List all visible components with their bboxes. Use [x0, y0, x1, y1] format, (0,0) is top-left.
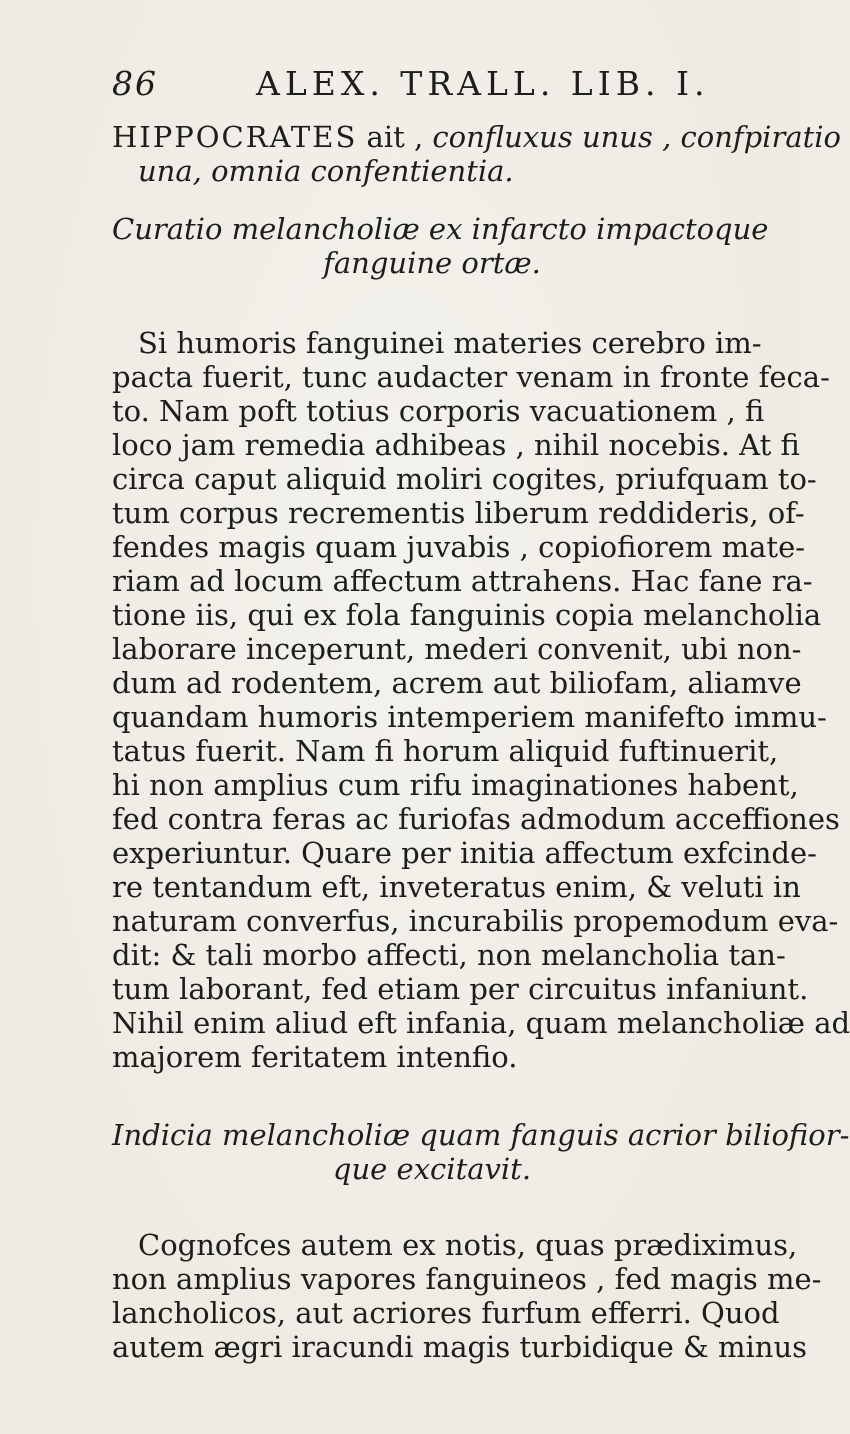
- paragraph-line: Cognofces autem ex notis, quas prædiximus,: [138, 1228, 798, 1262]
- paragraph-line: tione iis, qui ex fola fanguinis copia melancholia: [112, 598, 822, 632]
- running-title: ALEX. TRALL. LIB. I.: [256, 64, 710, 103]
- paragraph-line: tatus fuerit. Nam fi horum aliquid fuftinuerit,: [112, 734, 779, 768]
- paragraph-line: hi non amplius cum rifu imaginationes habent,: [112, 768, 799, 802]
- paragraph-line: autem ægri iracundi magis turbidique & minus: [112, 1330, 808, 1364]
- paragraph-line: experiuntur. Quare per initia affectum exfcinde-: [112, 836, 817, 870]
- paragraph-line: quandam humoris intemperiem manifefto immu-: [112, 700, 827, 734]
- heading-line: Indicia melancholiæ quam fanguis acrior biliofior-: [112, 1118, 850, 1152]
- paragraph-line: lancholicos, aut acriores furfum efferri. Quod: [112, 1296, 780, 1330]
- hippocrates-quote: [112, 120, 841, 188]
- paragraph-curatio: [112, 326, 850, 1074]
- quote-text: ait ,: [357, 120, 433, 154]
- page-number: 86: [112, 64, 158, 103]
- quote-italic-text: confluxus unus , confpiratio: [432, 120, 841, 154]
- paragraph-indicia: [112, 1228, 822, 1364]
- paragraph-line: Si humoris fanguinei materies cerebro im-: [138, 326, 762, 360]
- paragraph-line: loco jam remedia adhibeas , nihil nocebis. At fi: [112, 428, 800, 462]
- heading-line: Curatio melancholiæ ex infarcto impactoque: [112, 212, 769, 246]
- quote-line: [112, 120, 841, 154]
- paragraph-line: circa caput aliquid moliri cogites, priufquam to-: [112, 462, 817, 496]
- paragraph-line: fed contra feras ac furiofas admodum acceffiones: [112, 802, 840, 836]
- paragraph-line: to. Nam poft totius corporis vacuationem , fi: [112, 394, 765, 428]
- quote-author: HIPPOCRATES: [112, 120, 358, 154]
- paragraph-line: dum ad rodentem, acrem aut biliofam, aliamve: [112, 666, 802, 700]
- section-heading-curatio: [112, 212, 769, 280]
- paragraph-line: majorem feritatem intenfio.: [112, 1040, 518, 1074]
- paragraph-line: pacta fuerit, tunc audacter venam in fronte feca-: [112, 360, 830, 394]
- quote-line: una, omnia confentientia.: [138, 154, 514, 188]
- section-heading-indicia: [112, 1118, 850, 1186]
- paragraph-line: laborare inceperunt, mederi convenit, ubi non-: [112, 632, 802, 666]
- paragraph-line: re tentandum eft, inveteratus enim, & veluti in: [112, 870, 801, 904]
- paragraph-line: fendes magis quam juvabis , copiofiorem mate-: [112, 530, 806, 564]
- paragraph-line: Nihil enim aliud eft infania, quam melancholiæ ad: [112, 1006, 850, 1040]
- heading-line: que excitavit.: [332, 1152, 532, 1186]
- paragraph-line: tum corpus recrementis liberum reddideris, of-: [112, 496, 805, 530]
- paragraph-line: tum laborant, fed etiam per circuitus infaniunt.: [112, 972, 809, 1006]
- paragraph-line: dit: & tali morbo affecti, non melancholia tan-: [112, 938, 786, 972]
- heading-line: fanguine ortæ.: [323, 246, 541, 280]
- paragraph-line: riam ad locum affectum attrahens. Hac fane ra-: [112, 564, 813, 598]
- paragraph-line: naturam converfus, incurabilis propemodum eva-: [112, 904, 839, 938]
- paragraph-line: non amplius vapores fanguineos , fed magis me-: [112, 1262, 822, 1296]
- running-header: [112, 64, 712, 108]
